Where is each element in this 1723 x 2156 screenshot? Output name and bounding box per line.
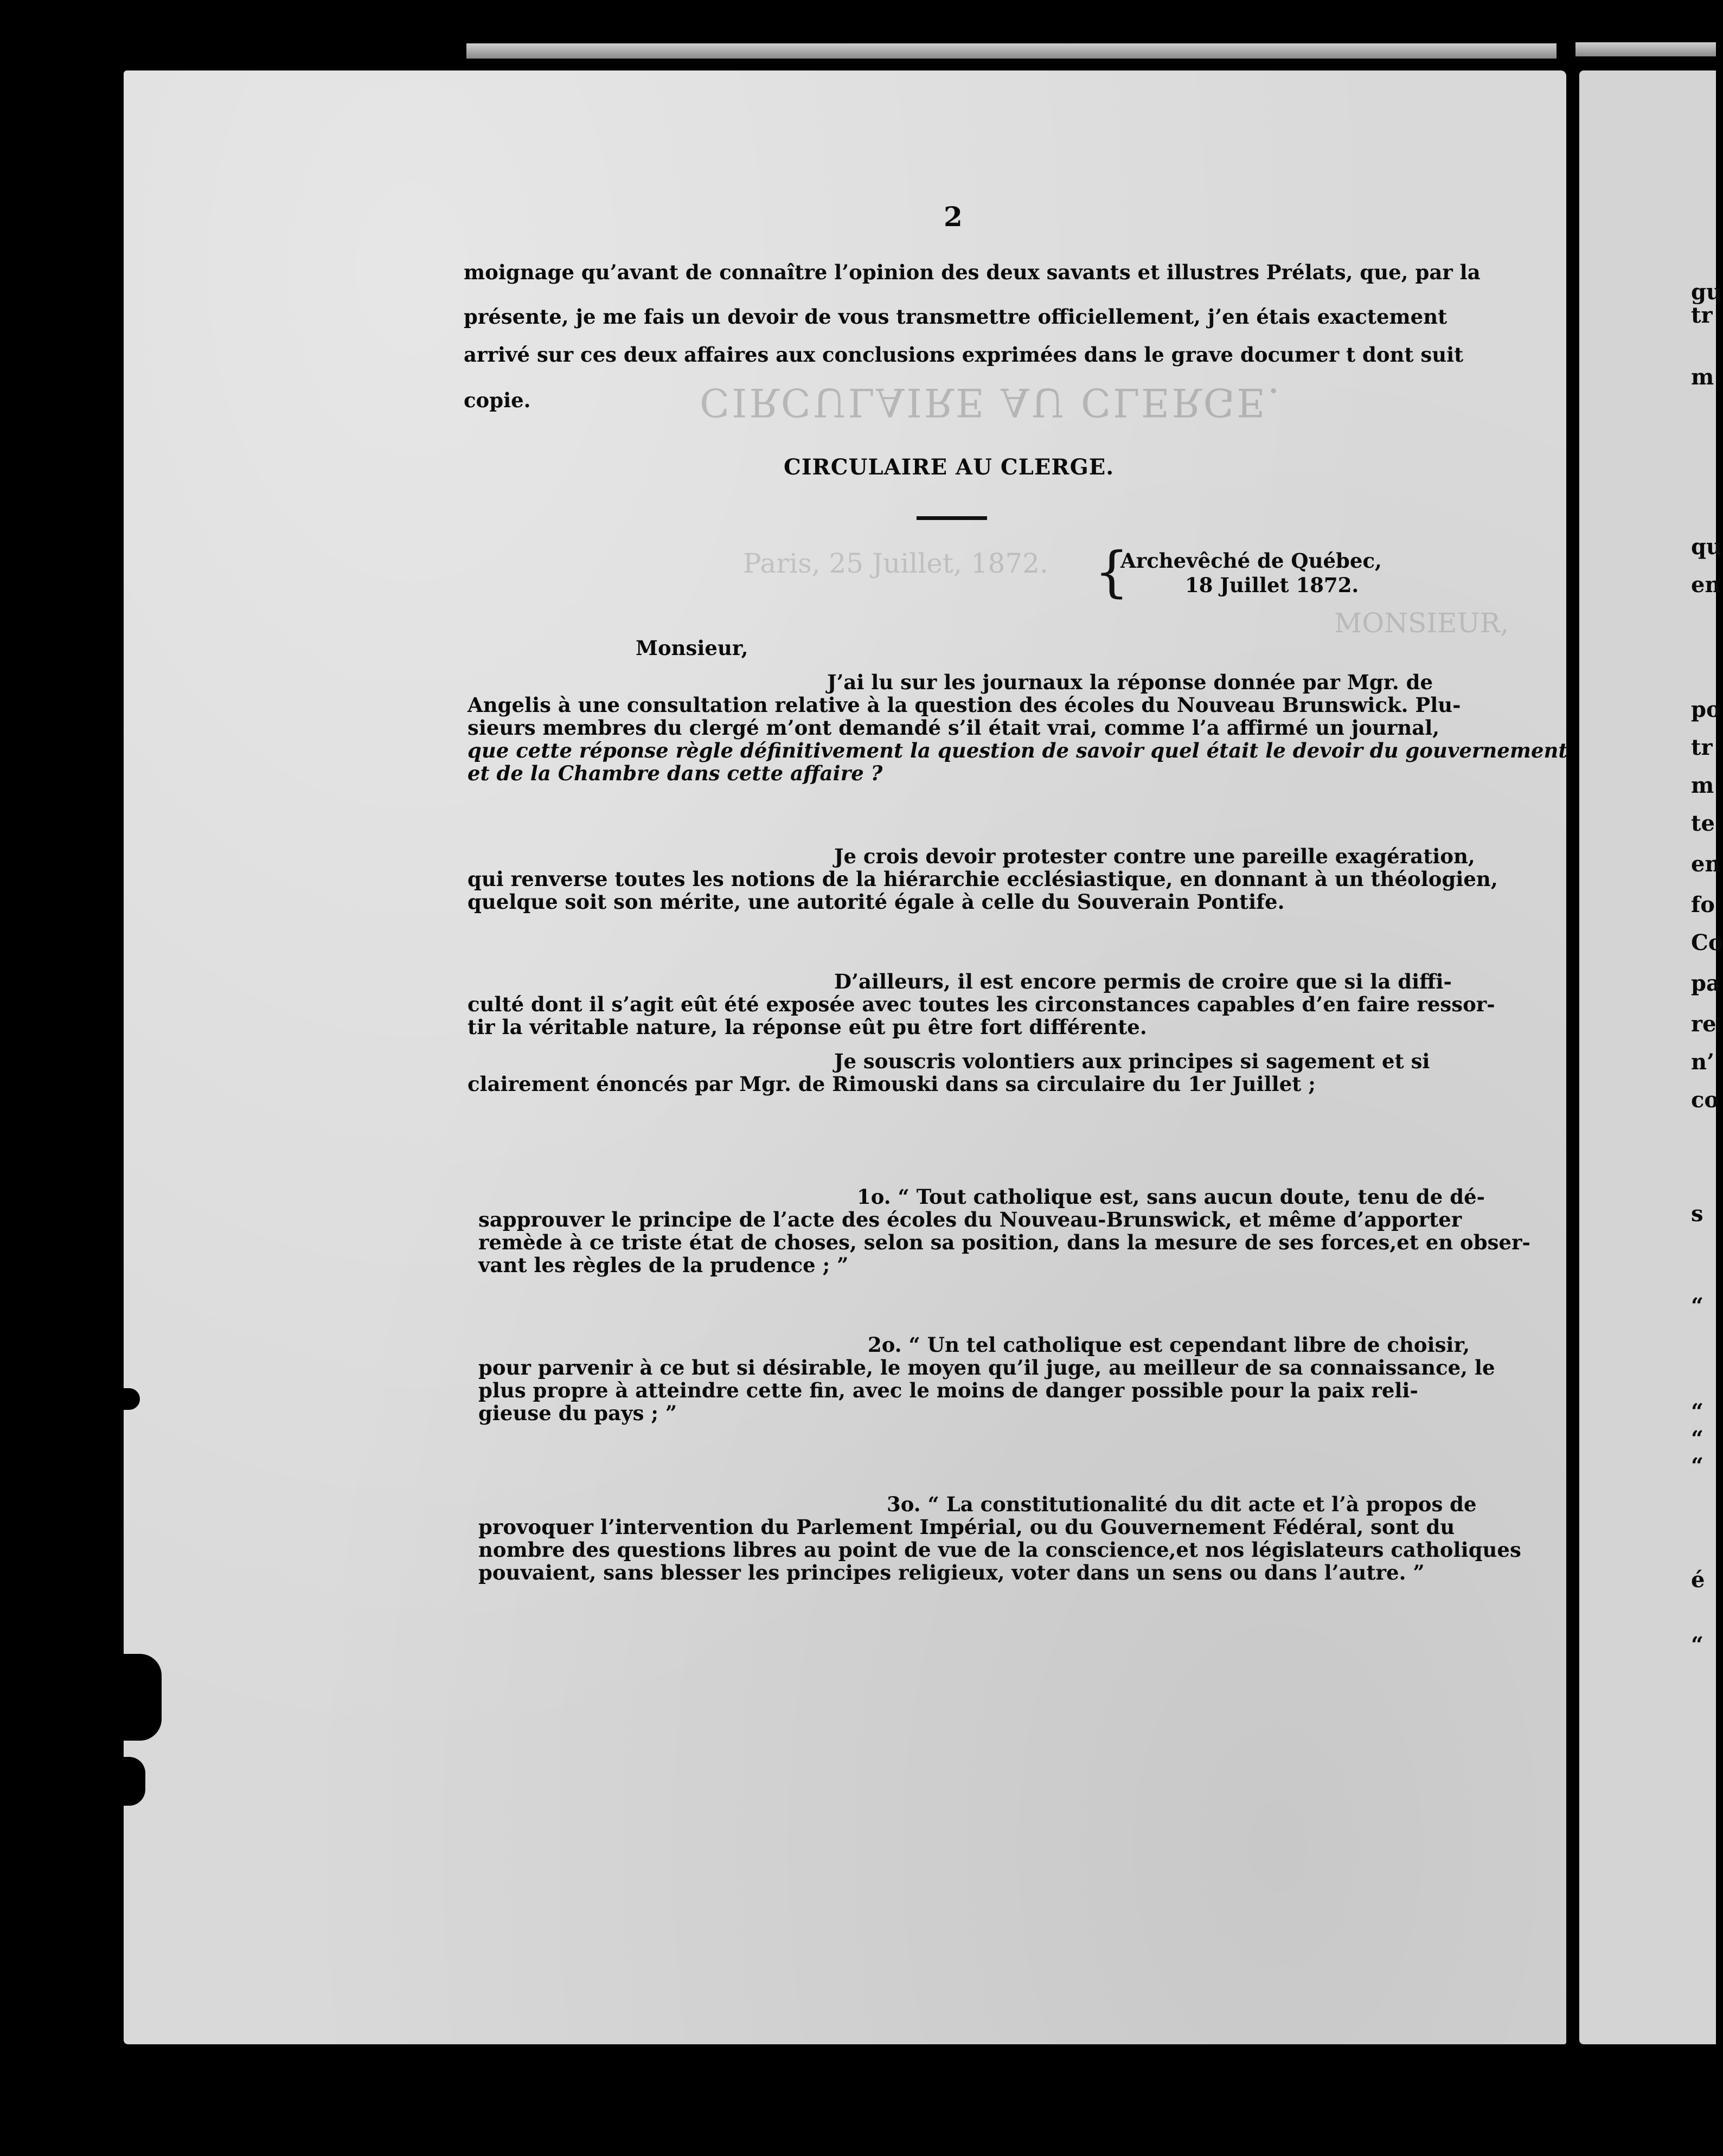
numbered-item-line: sapprouver le principe de l’acte des écoles du Nouveau-Brunswick, et même d’apporter [478, 1208, 1462, 1231]
paragraph-line: clairement énoncés par Mgr. de Rimouski dans sa circulaire du 1er Juillet ; [467, 1072, 1316, 1096]
bleed-through-line: MONSIEUR, [1334, 607, 1509, 639]
fragment: te [1691, 811, 1715, 836]
numbered-item-line: provoquer l’intervention du Parlement Impérial, ou du Gouvernement Fédéral, sont du [478, 1515, 1455, 1539]
torn-edge [124, 1654, 162, 1741]
numbered-item-line: remède à ce triste état de choses, selon sa position, dans la mesure de ses forces,et en obser- [478, 1230, 1530, 1254]
numbered-item-line: gieuse du pays ; ” [478, 1401, 677, 1425]
numbered-item-line: pouvaient, sans blesser les principes religieux, voter dans un sens ou dans l’autre. ” [478, 1561, 1425, 1584]
bleed-through-line: Paris, 25 Juillet, 1872. [743, 548, 1048, 579]
fragment: fo [1691, 892, 1715, 917]
numbered-item-line: 3o. “ La constitutionalité du dit acte et l’à propos de [887, 1492, 1477, 1516]
numbered-item-line: 2o. “ Un tel catholique est cependant libre de choisir, [868, 1333, 1470, 1357]
fragment: en [1691, 572, 1721, 598]
paragraph-line: D’ailleurs, il est encore permis de croire que si la diffi- [834, 970, 1452, 993]
top-page-edge-right [1575, 42, 1716, 56]
fragment: gu [1691, 279, 1722, 305]
dateline-place: Archevêché de Québec, [1120, 549, 1382, 573]
dateline-date: 18 Juillet 1872. [1185, 573, 1359, 597]
top-page-edge [466, 43, 1557, 59]
fragment: m [1691, 773, 1714, 798]
paragraph-line: qui renverse toutes les notions de la hiérarchie ecclésiastique, en donnant à un théologien, [467, 867, 1498, 891]
paragraph-line: Angelis à une consultation relative à la question des écoles du Nouveau Brunswick. Plu- [467, 693, 1461, 717]
fragment: po [1691, 697, 1721, 722]
fragment: tr [1691, 303, 1713, 328]
torn-edge [124, 1757, 145, 1806]
fragment: en [1691, 851, 1721, 877]
intro-line: arrivé sur ces deux affaires aux conclusions exprimées dans le grave documer t dont suit [464, 343, 1464, 367]
fragment: pa [1691, 971, 1720, 996]
paragraph-line: tir la véritable nature, la réponse eût pu être fort différente. [467, 1015, 1147, 1039]
numbered-item-line: nombre des questions libres au point de vue de la conscience,et nos législateurs catholiques [478, 1538, 1521, 1562]
circular-heading: CIRCULAIRE AU CLERGE. [784, 454, 1114, 480]
intro-line: copie. [464, 388, 531, 412]
fragment: é [1691, 1567, 1705, 1593]
paragraph-line-italic: et de la Chambre dans cette affaire ? [467, 761, 883, 785]
page-number: 2 [944, 201, 963, 233]
fragment: “ [1691, 1632, 1704, 1658]
intro-line: moignage qu’avant de connaître l’opinion des deux savants et illustres Prélats, que, par la [464, 260, 1481, 284]
fragment: Co [1691, 930, 1723, 955]
intro-line: présente, je me fais un devoir de vous transmettre officiellement, j’en étais exactement [464, 305, 1447, 329]
salutation: Monsieur, [636, 636, 748, 660]
fragment: n’ [1691, 1049, 1715, 1075]
paragraph-line: Je crois devoir protester contre une pareille exagération, [834, 844, 1475, 868]
fragment: co [1691, 1087, 1719, 1113]
paragraph-line: sieurs membres du clergé m’ont demandé s’il était vrai, comme l’a affirmé un journal, [467, 716, 1440, 740]
fragment: “ [1691, 1399, 1704, 1425]
numbered-item-line: plus propre à atteindre cette fin, avec le moins de danger possible pour la paix reli- [478, 1378, 1418, 1402]
fragment: qu [1691, 534, 1722, 560]
fragment: “ [1691, 1426, 1704, 1452]
numbered-item-line: 1o. “ Tout catholique est, sans aucun doute, tenu de dé- [857, 1185, 1485, 1209]
fragment: “ [1691, 1293, 1704, 1319]
paragraph-line: quelque soit son mérite, une autorité égale à celle du Souverain Pontife. [467, 890, 1285, 914]
dateline-brace: { [1094, 540, 1129, 604]
numbered-item-line: vant les règles de la prudence ; ” [478, 1253, 849, 1277]
numbered-item-line: pour parvenir à ce but si désirable, le moyen qu’il juge, au meilleur de sa connaissance, le [478, 1356, 1495, 1379]
paragraph-line: culté dont il s’agit eût été exposée avec toutes les circonstances capables d’en faire ressor- [467, 992, 1495, 1016]
paragraph-line: Je souscris volontiers aux principes si sagement et si [834, 1049, 1430, 1073]
paragraph-line: J’ai lu sur les journaux la réponse donnée par Mgr. de [827, 670, 1433, 694]
fragment: re [1691, 1011, 1716, 1037]
paragraph-line-italic: que cette réponse règle définitivement la question de savoir quel était le devoir du gouvernement [467, 739, 1568, 762]
fragment: “ [1691, 1453, 1704, 1479]
heading-rule [917, 516, 987, 520]
fragment: tr [1691, 735, 1713, 760]
bleed-through-title: CIRCULAIRE AU CLERGE. [700, 380, 1282, 425]
fragment: s [1691, 1201, 1703, 1227]
fragment: m [1691, 364, 1714, 390]
